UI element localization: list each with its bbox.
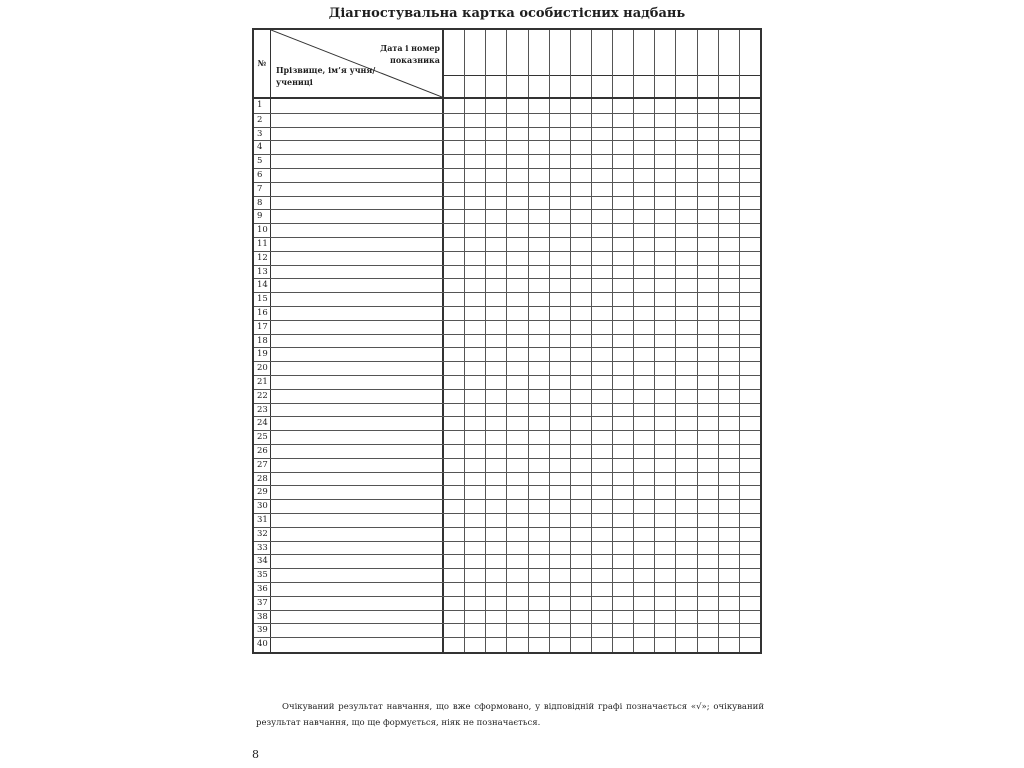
- row-number: 5: [257, 156, 263, 167]
- row-number: 6: [257, 170, 263, 180]
- row-number: 37: [257, 597, 268, 608]
- row-number: 32: [257, 528, 268, 539]
- row-number: 21: [257, 377, 268, 387]
- row-number: 16: [257, 308, 268, 318]
- page-title: Діагностувальна картка особистісних надбань: [328, 6, 686, 21]
- row-number: 33: [257, 542, 268, 553]
- table-row: [254, 444, 760, 459]
- row-number: 26: [257, 446, 268, 456]
- header-date-indicator: Дата і номер показника: [380, 43, 440, 65]
- table-row: [254, 265, 760, 280]
- table-row: [254, 99, 760, 113]
- row-number: 14: [257, 280, 268, 291]
- table-row: [254, 334, 760, 349]
- table-row: [254, 527, 760, 542]
- table-row: [254, 623, 760, 638]
- table-row: [254, 596, 760, 611]
- row-number: 29: [257, 487, 268, 498]
- row-number: 34: [257, 556, 268, 567]
- table-row: [254, 361, 760, 376]
- row-number: 22: [257, 390, 268, 401]
- table-row: [254, 320, 760, 335]
- row-number: 30: [257, 501, 268, 512]
- row-number: 28: [257, 473, 268, 484]
- table-row: [254, 472, 760, 487]
- row-number: 31: [257, 515, 268, 525]
- row-number: 25: [257, 432, 268, 443]
- row-number: 13: [257, 266, 268, 277]
- footnote: Очікуваний результат навчання, що вже сформовано, у відповідній графі позначається «√»; очікуваний результат навчання, що ще формується, ніяк не позначається.: [256, 702, 764, 728]
- table-row: [254, 499, 760, 514]
- row-number: 36: [257, 584, 268, 594]
- table-row: [254, 127, 760, 142]
- table-row: [254, 513, 760, 528]
- row-number: 24: [257, 418, 268, 429]
- table-row: [254, 168, 760, 183]
- row-number: 10: [257, 225, 268, 236]
- table-row: [254, 416, 760, 431]
- table-row: [254, 637, 760, 652]
- table-row: [254, 610, 760, 625]
- row-number: 12: [257, 252, 268, 263]
- row-number: 23: [257, 404, 268, 415]
- table-row: [254, 251, 760, 266]
- table-row: [254, 154, 760, 169]
- row-number: 9: [257, 211, 263, 222]
- table-row: [254, 278, 760, 293]
- row-number: 19: [257, 349, 268, 360]
- table-row: [254, 568, 760, 583]
- table-row: [254, 223, 760, 238]
- row-number: 38: [257, 611, 268, 622]
- row-number: 7: [257, 183, 263, 194]
- table-row: [254, 113, 760, 128]
- row-number: 2: [257, 114, 263, 125]
- table-row: [254, 237, 760, 252]
- row-number: 4: [257, 142, 263, 153]
- table-row: [254, 485, 760, 500]
- row-number: 3: [257, 128, 263, 139]
- table-row: [254, 430, 760, 445]
- row-number: 39: [257, 625, 268, 636]
- table-row: [254, 458, 760, 473]
- row-number: 17: [257, 321, 268, 332]
- row-number: 11: [257, 239, 268, 249]
- table-row: [254, 140, 760, 155]
- row-number: 18: [257, 335, 268, 346]
- page-number: 8: [252, 748, 259, 761]
- table-row: [254, 347, 760, 362]
- header-number: №: [257, 58, 267, 68]
- table-row: [254, 389, 760, 404]
- table-row: [254, 209, 760, 224]
- row-number: 20: [257, 363, 268, 374]
- row-number: 8: [257, 197, 263, 208]
- table-row: [254, 196, 760, 211]
- student-rows: [254, 99, 760, 652]
- diagnostic-table: [252, 28, 762, 654]
- row-number: 15: [257, 294, 268, 305]
- table-row: [254, 582, 760, 597]
- table-row: [254, 306, 760, 321]
- table-row: [254, 375, 760, 390]
- header-student-name: Прізвище, ім’я учня/учениці: [276, 65, 376, 87]
- table-row: [254, 541, 760, 556]
- table-row: [254, 182, 760, 197]
- row-number: 27: [257, 459, 268, 470]
- table-row: [254, 554, 760, 569]
- table-row: [254, 292, 760, 307]
- row-number: 35: [257, 570, 268, 581]
- table-row: [254, 403, 760, 418]
- row-number: 40: [257, 639, 268, 650]
- row-number: 1: [257, 100, 263, 110]
